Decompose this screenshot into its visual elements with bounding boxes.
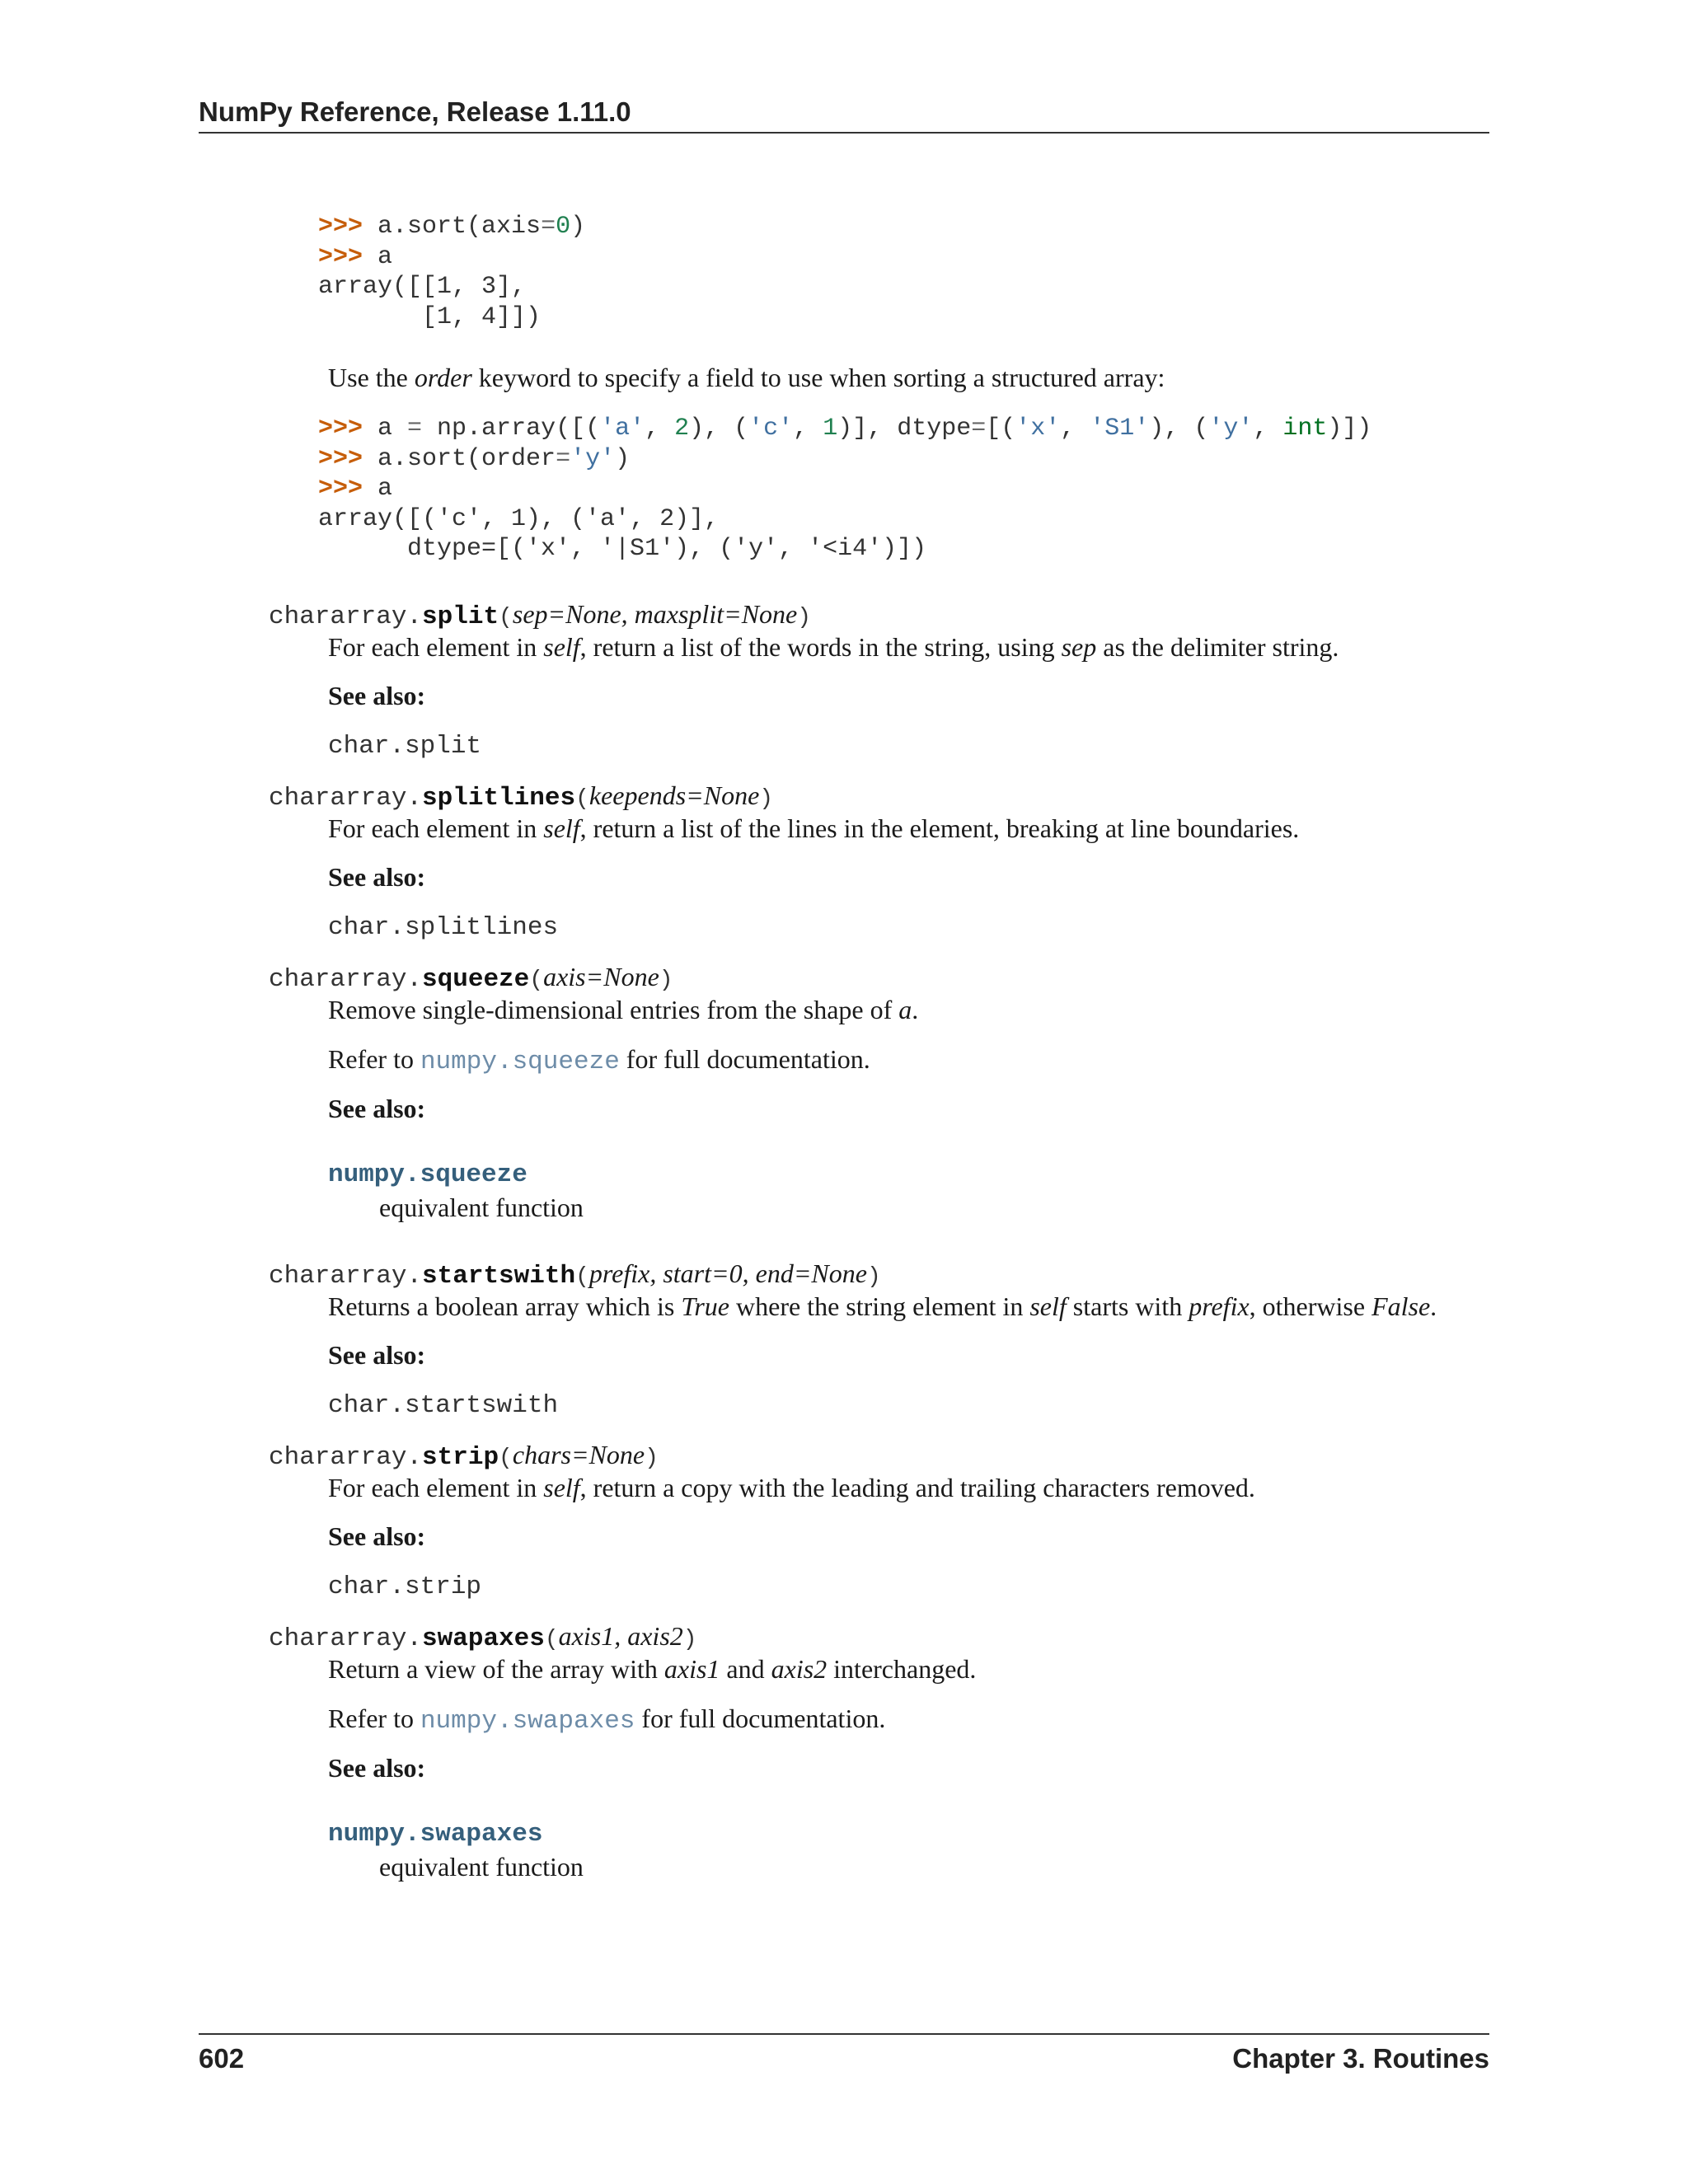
- refer-swapaxes: Refer to numpy.swapaxes for full documentation.: [328, 1704, 886, 1736]
- code-text: ), (: [1149, 415, 1209, 443]
- see-also-heading: See also:: [328, 1753, 426, 1783]
- order-keyword-paragraph: [328, 361, 1165, 394]
- method-args: axis=None: [543, 962, 659, 991]
- code-text: ,: [793, 415, 823, 443]
- emphasis-order: order: [414, 363, 472, 392]
- code-text: a.sort(axis: [363, 213, 542, 241]
- code-string: 'y': [570, 444, 616, 473]
- method-name: strip: [422, 1443, 499, 1472]
- code-text: )]): [1327, 415, 1372, 443]
- see-also-ref: char.strip: [328, 1572, 482, 1601]
- code-text: a: [363, 242, 393, 271]
- code-number: 0: [556, 213, 571, 241]
- code-operator: =: [407, 415, 423, 443]
- code-block-sort-axis: [318, 212, 585, 332]
- code-text: ), (: [689, 415, 749, 443]
- code-text: ,: [1253, 415, 1283, 443]
- code-block-structured-sort: [318, 414, 1372, 565]
- method-args: keepends=None: [588, 780, 760, 810]
- desc-startswith: Returns a boolean array which is True where the string element in self starts with prefix, otherwise False.: [328, 1291, 1437, 1321]
- class-name: chararray.: [269, 784, 423, 813]
- code-string: 'c': [748, 415, 794, 443]
- chapter-title: Chapter 3. Routines: [1232, 2043, 1489, 2074]
- see-also-heading: See also:: [328, 1340, 426, 1370]
- desc-split: For each element in self, return a list of the words in the string, using sep as the delimiter string.: [328, 632, 1339, 662]
- text: Use the: [328, 363, 415, 392]
- method-args: axis1, axis2: [558, 1621, 683, 1651]
- class-name: chararray.: [269, 602, 423, 631]
- code-string: 'a': [600, 415, 645, 443]
- code-prompt: >>>: [318, 475, 363, 503]
- see-also-heading: See also:: [328, 1521, 426, 1551]
- code-text: np.array([(: [422, 415, 601, 443]
- see-also-link-numpy-squeeze[interactable]: numpy.squeeze: [328, 1160, 528, 1189]
- method-name: split: [422, 602, 499, 631]
- code-operator: =: [971, 415, 987, 443]
- code-operator: =: [556, 444, 571, 473]
- code-string: 'S1': [1090, 415, 1150, 443]
- code-output: array([[1, 3],: [318, 273, 527, 301]
- code-prompt: >>>: [318, 444, 363, 473]
- code-output: [1, 4]]): [318, 302, 542, 331]
- class-name: chararray.: [269, 1443, 423, 1472]
- see-also-ref: char.startswith: [328, 1391, 559, 1420]
- code-output: dtype=[('x', '|S1'), ('y', '<i4')]): [318, 535, 927, 563]
- code-string: 'y': [1208, 415, 1254, 443]
- code-prompt: >>>: [318, 415, 363, 443]
- code-operator: =: [541, 213, 556, 241]
- see-also-link-numpy-swapaxes[interactable]: numpy.swapaxes: [328, 1820, 543, 1849]
- code-string: 'x': [1015, 415, 1061, 443]
- method-args: prefix, start=0, end=None: [588, 1258, 867, 1288]
- see-also-heading: See also:: [328, 862, 426, 892]
- see-also-desc: equivalent function: [379, 1193, 584, 1222]
- method-name: swapaxes: [422, 1624, 545, 1653]
- method-args: chars=None: [512, 1440, 645, 1469]
- page-header-title: NumPy Reference, Release 1.11.0: [199, 96, 631, 127]
- code-text: )], dtype: [837, 415, 972, 443]
- see-also-heading: See also:: [328, 1094, 426, 1123]
- desc-swapaxes: Return a view of the array with axis1 and axis2 interchanged.: [328, 1654, 977, 1684]
- code-text: ): [615, 444, 631, 473]
- code-builtin: int: [1282, 415, 1328, 443]
- class-name: chararray.: [269, 1262, 423, 1291]
- refer-squeeze: Refer to numpy.squeeze for full documentation.: [328, 1044, 870, 1076]
- class-name: chararray.: [269, 965, 423, 994]
- see-also-ref: char.splitlines: [328, 913, 559, 942]
- code-text: [(: [986, 415, 1016, 443]
- method-name: splitlines: [422, 784, 576, 813]
- code-prompt: >>>: [318, 242, 363, 271]
- desc-squeeze: Remove single-dimensional entries from the shape of a.: [328, 995, 919, 1024]
- signature-splitlines: chararray.splitlines(keepends=None): [269, 780, 774, 813]
- page-number: 602: [199, 2043, 245, 2074]
- code-text: ,: [645, 415, 675, 443]
- signature-strip: chararray.strip(chars=None): [269, 1440, 659, 1472]
- code-text: a: [363, 415, 408, 443]
- code-number: 2: [674, 415, 690, 443]
- signature-startswith: chararray.startswith(prefix, start=0, end=None): [269, 1258, 881, 1291]
- code-text: a.sort(order: [363, 444, 556, 473]
- text: keyword to specify a field to use when sorting a structured array:: [471, 363, 1165, 392]
- see-also-ref: char.split: [328, 732, 482, 761]
- desc-splitlines: For each element in self, return a list of the lines in the element, breaking at line boundaries.: [328, 813, 1300, 843]
- numpy-squeeze-link[interactable]: numpy.squeeze: [420, 1047, 620, 1076]
- running-footer: [199, 2033, 1489, 2081]
- code-output: array([('c', 1), ('a', 2)],: [318, 504, 720, 533]
- signature-split: chararray.split(sep=None, maxsplit=None): [269, 599, 812, 631]
- see-also-desc: equivalent function: [379, 1852, 584, 1882]
- class-name: chararray.: [269, 1624, 423, 1653]
- running-header: [199, 92, 1489, 134]
- code-text: ): [570, 213, 586, 241]
- signature-swapaxes: chararray.swapaxes(axis1, axis2): [269, 1621, 697, 1653]
- method-name: squeeze: [422, 965, 530, 994]
- code-number: 1: [823, 415, 838, 443]
- signature-squeeze: chararray.squeeze(axis=None): [269, 962, 673, 994]
- method-args: sep=None, maxsplit=None: [512, 599, 798, 629]
- code-text: a: [363, 475, 393, 503]
- see-also-heading: See also:: [328, 681, 426, 710]
- code-text: ,: [1060, 415, 1090, 443]
- numpy-swapaxes-link[interactable]: numpy.swapaxes: [420, 1707, 635, 1736]
- code-prompt: >>>: [318, 213, 363, 241]
- desc-strip: For each element in self, return a copy with the leading and trailing characters removed.: [328, 1473, 1255, 1502]
- method-name: startswith: [422, 1262, 576, 1291]
